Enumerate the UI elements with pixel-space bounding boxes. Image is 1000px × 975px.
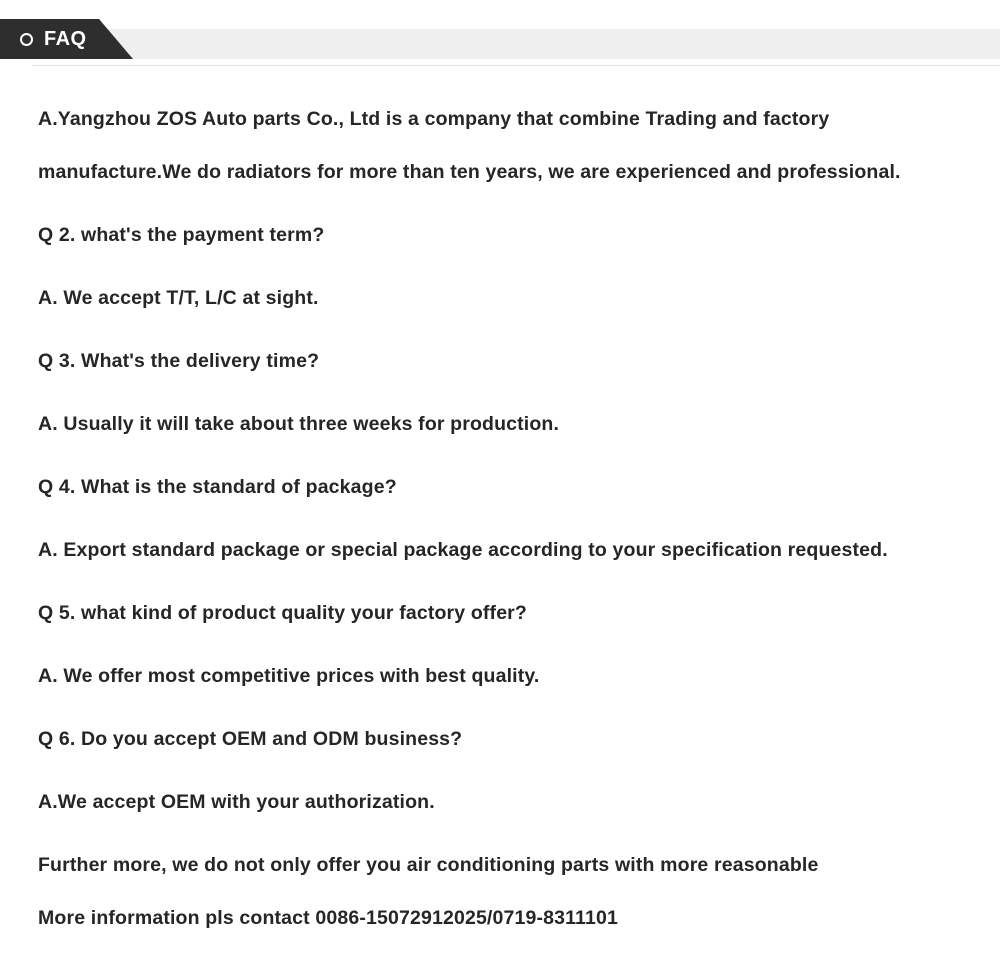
answer-2: A. We accept T/T, L/C at sight. — [38, 287, 319, 309]
question-2: Q 2. what's the payment term? — [38, 224, 325, 246]
question-4: Q 4. What is the standard of package? — [38, 476, 397, 498]
answer-3: A. Usually it will take about three weeks for production. — [38, 413, 560, 435]
answer-4: A. Export standard package or special package according to your specification requested. — [38, 539, 888, 561]
answer-5: A. We offer most competitive prices with best quality. — [38, 665, 540, 687]
faq-title: FAQ — [44, 28, 87, 50]
header-divider — [32, 65, 1000, 66]
question-3: Q 3. What's the delivery time? — [38, 350, 320, 372]
contact-info: More information pls contact 0086-15072912025/0719-8311101 — [38, 907, 618, 929]
answer-1-line-2: manufacture.We do radiators for more than ten years, we are experienced and professional. — [38, 161, 901, 183]
answer-1-line-1: A.Yangzhou ZOS Auto parts Co., Ltd is a company that combine Trading and factory — [38, 108, 830, 130]
question-6: Q 6. Do you accept OEM and ODM business? — [38, 728, 463, 750]
answer-6: A.We accept OEM with your authorization. — [38, 791, 435, 813]
further-more-text: Further more, we do not only offer you air conditioning parts with more reasonable — [38, 854, 819, 876]
header-bar — [0, 29, 1000, 59]
question-5: Q 5. what kind of product quality your factory offer? — [38, 602, 527, 624]
circle-outline-icon — [20, 33, 33, 46]
faq-header — [0, 0, 1000, 70]
